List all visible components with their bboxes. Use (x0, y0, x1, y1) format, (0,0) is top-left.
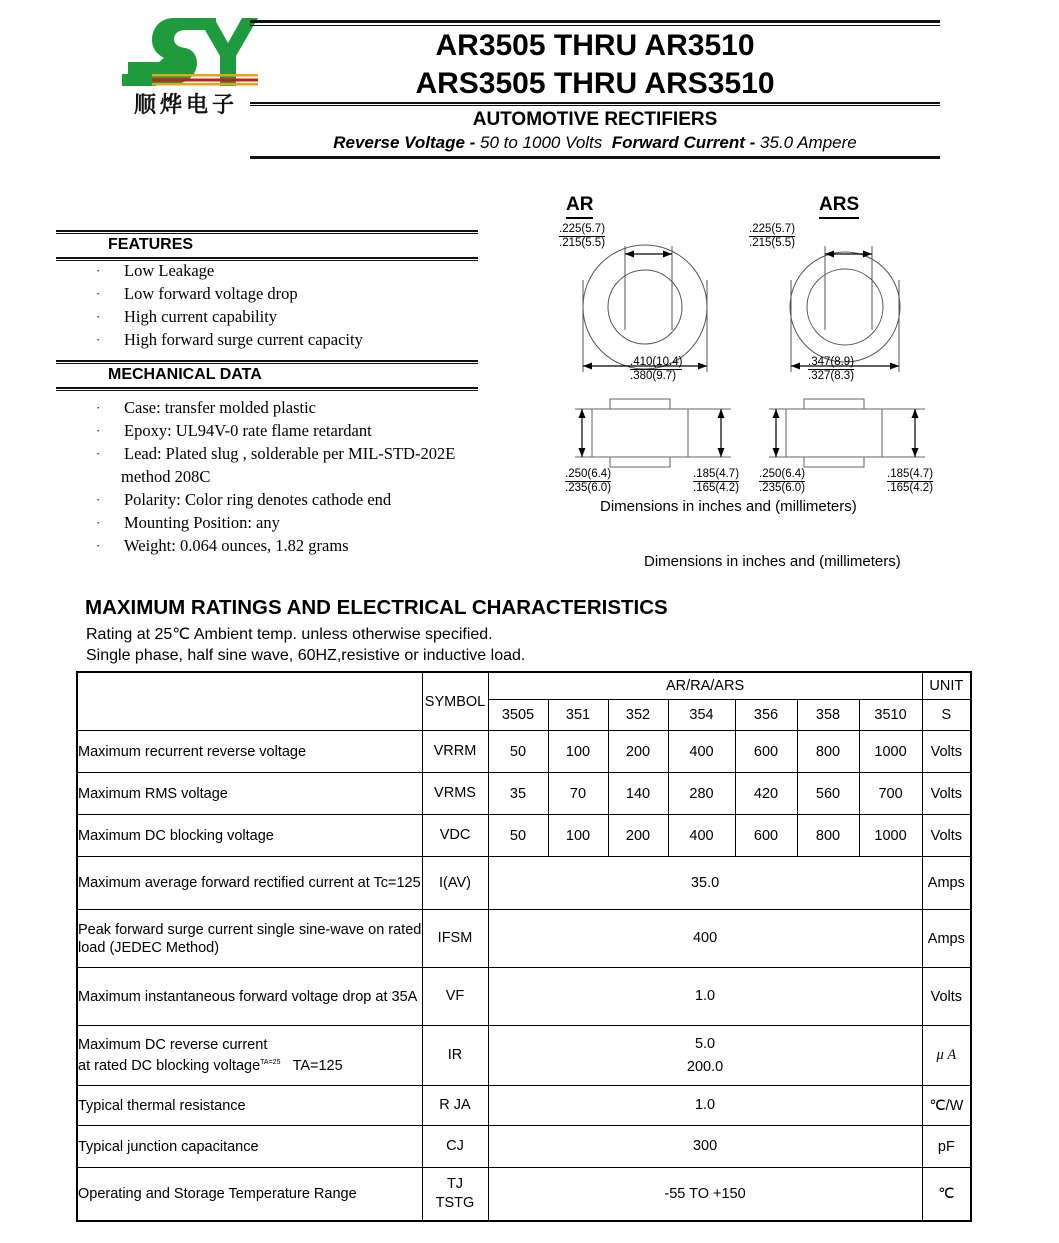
ratings-note-2: Single phase, half sine wave, 60HZ,resistive or inductive load. (86, 647, 526, 664)
row-description-extra: TA=125 (292, 1057, 343, 1074)
header-part-358: 358 (797, 700, 859, 731)
table-row (77, 910, 971, 968)
row-unit: Volts (922, 731, 971, 773)
row-value: 50 (488, 731, 548, 773)
ar-side-left-dimension (565, 468, 611, 495)
row-value: 700 (859, 773, 922, 815)
row-description: Typical junction capacitance (77, 1126, 422, 1168)
bullet-icon: · (96, 332, 101, 347)
row-value: 600 (735, 815, 797, 857)
row-value: 100 (548, 731, 608, 773)
row-description-ir (77, 1026, 422, 1086)
bullet-icon: · (96, 286, 101, 301)
part-title-line-1: AR3505 THRU AR3510 (435, 29, 755, 62)
ar-bottom-dim-lower: .380(9.7) (630, 370, 677, 382)
list-item (93, 442, 503, 465)
row-symbol: CJ (422, 1126, 488, 1168)
forward-current-value: 35.0 Ampere (760, 133, 857, 152)
row-value: 600 (735, 731, 797, 773)
row-description: Maximum DC blocking voltage (77, 815, 422, 857)
header-part-356: 356 (735, 700, 797, 731)
drawing-caption-1: Dimensions in inches and (millimeters) (600, 498, 857, 515)
row-value: 70 (548, 773, 608, 815)
list-item (93, 305, 493, 328)
row-unit: μ A (922, 1026, 971, 1086)
list-item (93, 534, 503, 557)
package-drawings (545, 190, 945, 590)
ratings-note-1: Rating at 25℃ Ambient temp. unless otherwise specified. (86, 626, 493, 643)
drawing-caption-2: Dimensions in inches and (millimeters) (644, 553, 901, 570)
row-merged-value: 1.0 (488, 1086, 922, 1126)
ars-side-left-lower: .235(6.0) (759, 482, 806, 494)
header-unit-line2: S (922, 700, 971, 731)
row-description: Operating and Storage Temperature Range (77, 1168, 422, 1222)
row-merged-value: 300 (488, 1126, 922, 1168)
row-value: 800 (797, 731, 859, 773)
row-description: Maximum average forward rectified current at Tc=125 (77, 857, 422, 910)
ar-side-left-lower: .235(6.0) (565, 482, 612, 494)
row-description: Maximum instantaneous forward voltage drop at 35A (77, 968, 422, 1026)
reverse-voltage-label: Reverse Voltage - (333, 133, 476, 152)
ars-bottom-dim-upper: .347(8.9) (808, 356, 855, 368)
row-unit: Volts (922, 773, 971, 815)
table-row (77, 731, 971, 773)
forward-current-label: Forward Current - (611, 133, 756, 152)
row-symbol: VRMS (422, 773, 488, 815)
specifications-table (76, 671, 972, 1222)
svg-text:顺烨电子: 顺烨电子 (133, 93, 239, 118)
row-value: 280 (668, 773, 735, 815)
header-part-354: 354 (668, 700, 735, 731)
table-row (77, 773, 971, 815)
features-list (93, 259, 493, 351)
row-symbol: VRRM (422, 731, 488, 773)
header-unit-line1: UNIT (922, 672, 971, 700)
row-description: Maximum DC reverse current (78, 1037, 268, 1054)
row-value: 560 (797, 773, 859, 815)
row-merged-value: 400 (488, 910, 922, 968)
row-value: 420 (735, 773, 797, 815)
ar-top-dim-upper: .225(5.7) (559, 223, 606, 235)
header-part-351: 351 (548, 700, 608, 731)
title-block (250, 20, 940, 159)
list-item (93, 396, 503, 419)
row-description: Typical thermal resistance (77, 1086, 422, 1126)
ars-side-right-upper: .185(4.7) (887, 468, 934, 480)
row-unit: pF (922, 1126, 971, 1168)
row-symbol: TJ (446, 1176, 464, 1192)
row-merged-value: -55 TO +150 (488, 1168, 922, 1222)
mechanical-label: Weight: 0.064 ounces, 1.82 grams (124, 536, 349, 555)
header-part-family: AR/RA/ARS (488, 672, 922, 700)
table-row (77, 857, 971, 910)
logo-graphic (112, 12, 260, 120)
ars-top-dim-lower: .215(5.5) (749, 237, 796, 249)
row-value: 400 (668, 731, 735, 773)
feature-label: High forward surge current capacity (124, 330, 363, 349)
ratings-heading: MAXIMUM RATINGS AND ELECTRICAL CHARACTERISTICS (85, 596, 668, 619)
ars-bottom-dimension (808, 356, 854, 383)
features-heading: FEATURES (108, 236, 194, 253)
mechanical-heading-block (56, 360, 478, 391)
header-symbol: SYMBOL (422, 672, 488, 731)
row-unit: ℃ (922, 1168, 971, 1222)
list-item (93, 259, 493, 282)
header-blank-cell (77, 672, 422, 731)
list-item (93, 488, 503, 511)
row-unit: Amps (922, 857, 971, 910)
product-spec-line (250, 132, 940, 156)
mechanical-label: Epoxy: UL94V-0 rate flame retardant (124, 421, 372, 440)
ar-side-right-lower: .165(4.2) (693, 482, 740, 494)
mechanical-label-continuation: method 208C (121, 467, 211, 486)
row-symbol: VF (422, 968, 488, 1026)
row-description: Maximum recurrent reverse voltage (77, 731, 422, 773)
ars-bottom-dim-lower: .327(8.3) (808, 370, 855, 382)
ar-top-dimension (559, 223, 605, 250)
ars-side-view-drawing (757, 395, 932, 475)
page-header (0, 0, 1059, 152)
row-description-line2: at rated DC blocking voltage (78, 1057, 261, 1074)
list-item (93, 328, 493, 351)
row-value: 50 (488, 815, 548, 857)
list-item (93, 282, 493, 305)
ar-drawing-label: AR (566, 194, 593, 219)
row-symbol: R JA (422, 1086, 488, 1126)
row-value: 35 (488, 773, 548, 815)
table-row (77, 815, 971, 857)
ar-side-right-dimension (693, 468, 739, 495)
row-symbol: IR (422, 1026, 488, 1086)
row-value: 800 (797, 815, 859, 857)
bullet-icon: · (96, 446, 101, 461)
feature-label: High current capability (124, 307, 278, 326)
ars-drawing-label: ARS (819, 194, 859, 219)
bullet-icon: · (96, 400, 101, 415)
part-title-line-2: ARS3505 THRU ARS3510 (415, 67, 775, 100)
bullet-icon: · (96, 423, 101, 438)
row-value: 200 (608, 815, 668, 857)
row-description: Peak forward surge current single sine-wave on rated load (JEDEC Method) (77, 910, 422, 968)
ars-side-right-lower: .165(4.2) (887, 482, 934, 494)
row-unit: Volts (922, 815, 971, 857)
row-value: 140 (608, 773, 668, 815)
row-value: 1000 (859, 731, 922, 773)
row-value: 100 (548, 815, 608, 857)
feature-label: Low forward voltage drop (124, 284, 298, 303)
divider-bottom (250, 156, 940, 159)
row-unit: ℃/W (922, 1086, 971, 1126)
row-value: 400 (668, 815, 735, 857)
row-symbol-group (422, 1168, 488, 1222)
row-value: 1000 (859, 815, 922, 857)
bullet-icon: · (96, 492, 101, 507)
header-part-3510: 3510 (859, 700, 922, 731)
mechanical-label: Case: transfer molded plastic (124, 398, 316, 417)
bullet-icon: · (96, 263, 101, 278)
bullet-icon: · (96, 309, 101, 324)
row-unit: Volts (922, 968, 971, 1026)
header-part-352: 352 (608, 700, 668, 731)
table-row (77, 1126, 971, 1168)
table-row (77, 968, 971, 1026)
ars-side-right-dimension (887, 468, 933, 495)
table-header-row-group (77, 672, 971, 700)
table-row (77, 1086, 971, 1126)
mechanical-rule-bottom (56, 387, 478, 391)
ar-side-right-upper: .185(4.7) (693, 468, 740, 480)
row-merged-value: 35.0 (488, 857, 922, 910)
row-value: 200 (608, 731, 668, 773)
feature-label: Low Leakage (124, 261, 215, 280)
bullet-icon: · (96, 538, 101, 553)
company-logo (112, 12, 260, 120)
row-symbol-2: TSTG (435, 1195, 475, 1211)
table-row (77, 1168, 971, 1222)
row-description-secondary (78, 1054, 422, 1075)
row-description-superscript: TA=25 (260, 1059, 281, 1067)
ars-side-left-upper: .250(6.4) (759, 468, 806, 480)
row-symbol: VDC (422, 815, 488, 857)
mechanical-list (93, 396, 503, 557)
row-description: Maximum RMS voltage (77, 773, 422, 815)
list-item (93, 419, 503, 442)
mechanical-label: Polarity: Color ring denotes cathode end (124, 490, 392, 509)
reverse-voltage-value: 50 to 1000 Volts (480, 133, 603, 152)
ar-bottom-dimension (630, 356, 682, 383)
ars-top-dimension (749, 223, 795, 250)
ar-side-view-drawing (563, 395, 738, 475)
row-merged-value-group (488, 1026, 922, 1086)
row-symbol: IFSM (422, 910, 488, 968)
header-part-3505: 3505 (488, 700, 548, 731)
ar-side-left-upper: .250(6.4) (565, 468, 612, 480)
ars-side-left-dimension (759, 468, 805, 495)
mechanical-heading: MECHANICAL DATA (108, 366, 262, 383)
ar-top-dim-lower: .215(5.5) (559, 237, 606, 249)
row-symbol: I(AV) (422, 857, 488, 910)
mechanical-label: Lead: Plated slug , solderable per MIL-STD-202E (124, 444, 456, 463)
mechanical-label: Mounting Position: any (124, 513, 280, 532)
list-item (93, 511, 503, 534)
product-category: AUTOMOTIVE RECTIFIERS (472, 109, 718, 130)
bullet-icon: · (96, 515, 101, 530)
features-heading-block (56, 230, 478, 261)
row-merged-value: 1.0 (488, 968, 922, 1026)
table-row (77, 1026, 971, 1086)
row-merged-value: 5.0 (694, 1035, 716, 1052)
ars-top-dim-upper: .225(5.7) (749, 223, 796, 235)
ar-bottom-dim-upper: .410(10.4) (630, 356, 683, 368)
row-merged-value-2: 200.0 (686, 1058, 724, 1075)
row-unit: Amps (922, 910, 971, 968)
